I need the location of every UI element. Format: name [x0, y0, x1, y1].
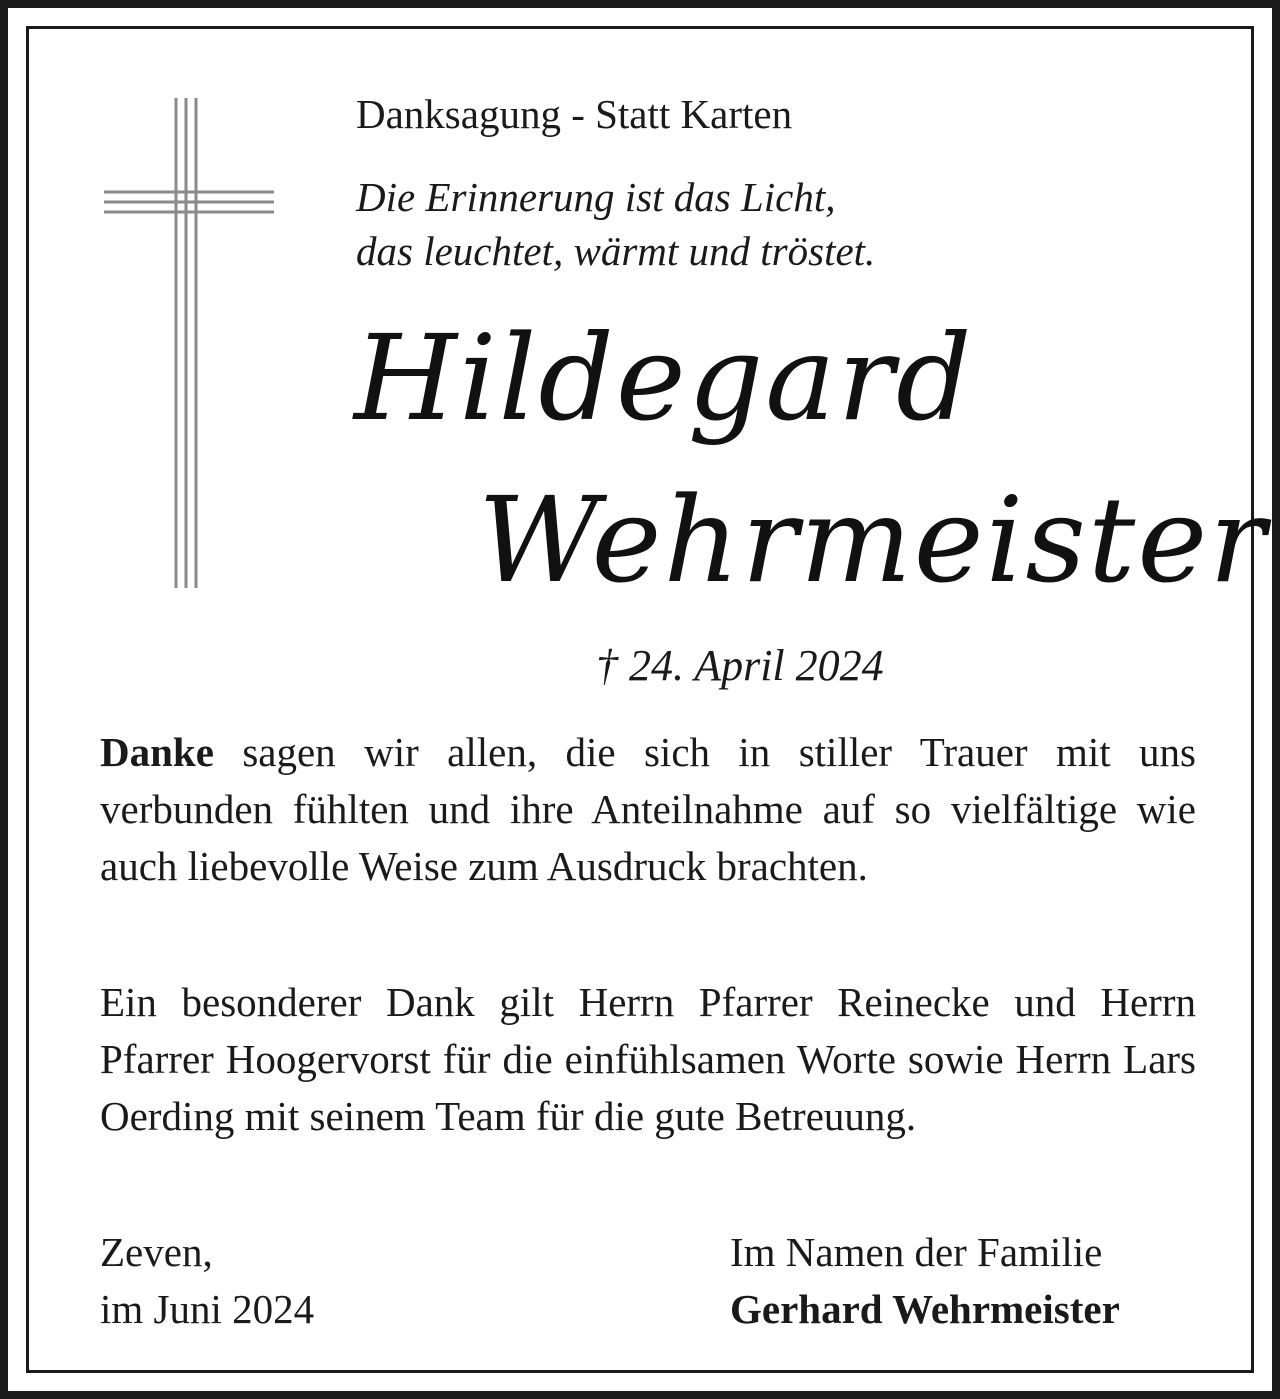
deceased-last-name: Wehrmeister [478, 471, 1268, 609]
signature-line: Im Namen der Familie [730, 1229, 1103, 1275]
special-thanks-paragraph: Ein besonderer Dank gilt Herrn Pfarrer Reinecke und Herrn Pfarrer Hoogervorst für die einfühlsamen Worte sowie Herrn Lars Oerding mit seinem Team für die gute Betreuung. [100, 979, 1196, 1139]
signature-name: Gerhard Wehrmeister [730, 1286, 1120, 1332]
deceased-first-name: Hildegard [354, 309, 974, 447]
death-date: † 24. April 2024 [596, 641, 884, 690]
signature [730, 1224, 1120, 1338]
place-and-date [100, 1224, 314, 1338]
obituary-card [8, 8, 1272, 1391]
thanks-lead: Danke [100, 729, 214, 775]
place-date: im Juni 2024 [100, 1286, 315, 1332]
cross-icon [98, 92, 278, 592]
motto-line: das leuchtet, wärmt und tröstet. [356, 228, 876, 274]
thanks-paragraph [100, 724, 1196, 895]
notice-heading: Danksagung - Statt Karten [356, 91, 793, 137]
thanks-text: sagen wir allen, die sich in stiller Trauer mit uns verbunden fühlten und ihre Anteilnahme auf so vielfältige wie auch liebevolle Weise zum Ausdruck brachten. [100, 729, 1196, 889]
motto [356, 170, 875, 278]
motto-line: Die Erinnerung ist das Licht, [356, 174, 836, 220]
place-city: Zeven, [100, 1229, 213, 1275]
